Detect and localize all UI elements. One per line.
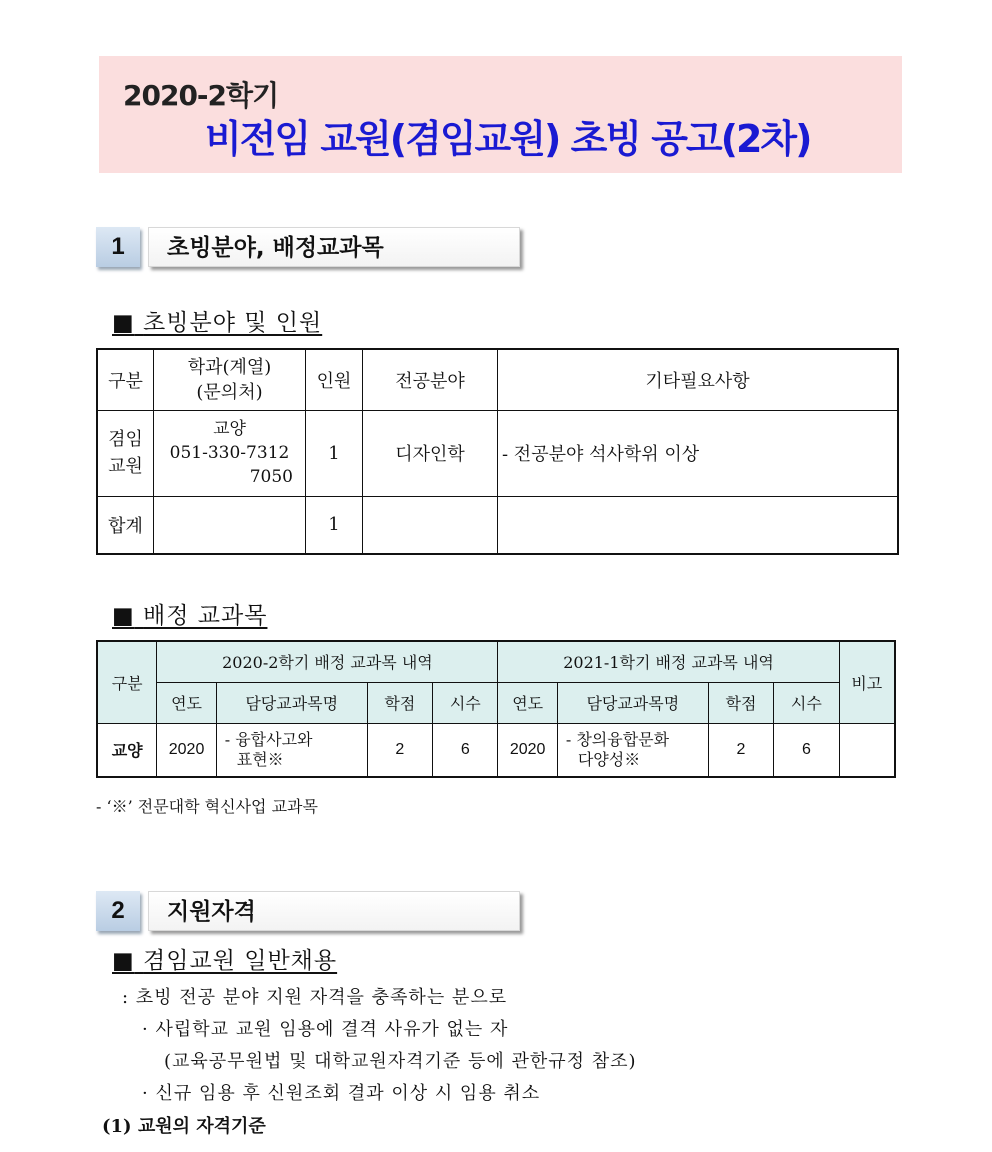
cell-total-count: 1 bbox=[306, 496, 363, 554]
header-group-2021-1: 2021-1학기 배정 교과목 내역 bbox=[498, 641, 839, 682]
header-category: 구분 bbox=[97, 349, 154, 410]
square-bullet-icon: ■ bbox=[112, 310, 135, 336]
cell-course-1 bbox=[216, 723, 367, 777]
course-1-line1: - 융합사고와 bbox=[224, 729, 313, 749]
semester-label: 2020-2학기 bbox=[123, 79, 279, 112]
department-name: 교양 bbox=[213, 419, 246, 439]
section-number: 1 bbox=[96, 227, 140, 267]
category-line2: 교원 bbox=[108, 456, 143, 477]
section-title: 초빙분야, 배정교과목 bbox=[148, 227, 520, 267]
header-field: 전공분야 bbox=[363, 349, 498, 410]
cell-empty bbox=[154, 496, 306, 554]
qualification-item-1-note: (교육공무원법 및 대학교원자격기준 등에 관한규정 참조) bbox=[164, 1051, 637, 1072]
cell-year-1: 2020 bbox=[157, 723, 216, 777]
qualification-item-2: · 신규 임용 후 신원조회 결과 이상 시 임용 취소 bbox=[142, 1083, 541, 1104]
cell-course-2 bbox=[557, 723, 708, 777]
course-2-line1: - 창의융합문화 bbox=[565, 729, 670, 749]
header-year: 연도 bbox=[498, 682, 557, 723]
cell-credits-2: 2 bbox=[708, 723, 773, 777]
cell-year-2: 2020 bbox=[498, 723, 557, 777]
square-bullet-icon: ■ bbox=[112, 948, 135, 974]
subsection-courses-heading bbox=[112, 597, 267, 630]
header-count: 인원 bbox=[306, 349, 363, 410]
header-category: 구분 bbox=[97, 641, 157, 723]
recruitment-table bbox=[96, 348, 899, 555]
header-credits: 학점 bbox=[367, 682, 432, 723]
course-1-line2: 표현※ bbox=[236, 749, 284, 769]
qualification-item-1: · 사립학교 교원 임용에 결격 사유가 없는 자 bbox=[142, 1019, 509, 1040]
subsection-title: 겸임교원 일반채용 bbox=[143, 948, 338, 974]
cell-category: 교양 bbox=[97, 723, 157, 777]
cell-field: 디자인학 bbox=[363, 410, 498, 496]
subsection-title: 배정 교과목 bbox=[143, 603, 268, 629]
header-remark: 비고 bbox=[839, 641, 895, 723]
cell-remark bbox=[839, 723, 895, 777]
section-title: 지원자격 bbox=[148, 891, 520, 931]
header-course-name: 담당교과목명 bbox=[557, 682, 708, 723]
table-total-row bbox=[97, 496, 898, 554]
course-2-line2: 다양성※ bbox=[577, 749, 641, 769]
header-year: 연도 bbox=[157, 682, 216, 723]
section-number: 2 bbox=[96, 891, 140, 931]
footnote: - ‘※’ 전문대학 혁신사업 교과목 bbox=[96, 797, 318, 816]
header-hours: 시수 bbox=[774, 682, 839, 723]
cell-empty bbox=[363, 496, 498, 554]
table-row bbox=[97, 723, 895, 777]
header-hours: 시수 bbox=[433, 682, 498, 723]
cell-empty bbox=[498, 496, 899, 554]
subsection-recruitment-heading bbox=[112, 304, 322, 337]
cell-requirements: - 전공분야 석사학위 이상 bbox=[498, 410, 899, 496]
header-department-line2: (문의처) bbox=[196, 381, 263, 403]
square-bullet-icon: ■ bbox=[112, 603, 135, 629]
cell-hours-2: 6 bbox=[774, 723, 839, 777]
table-header-row bbox=[97, 349, 898, 410]
header-department-line1: 학과(계열) bbox=[187, 356, 272, 378]
cell-credits-1: 2 bbox=[367, 723, 432, 777]
cell-count: 1 bbox=[306, 410, 363, 496]
cell-total-label: 합계 bbox=[97, 496, 154, 554]
criteria-subheading: (1) 교원의 자격기준 bbox=[102, 1116, 266, 1137]
qualification-intro: : 초빙 전공 분야 지원 자격을 충족하는 분으로 bbox=[122, 987, 508, 1008]
table-header-row bbox=[97, 641, 895, 682]
department-extension: 7050 bbox=[249, 467, 293, 487]
category-line1: 겸임 bbox=[108, 429, 143, 450]
header-course-name: 담당교과목명 bbox=[216, 682, 367, 723]
title-banner bbox=[99, 56, 902, 173]
table-subheader-row bbox=[97, 682, 895, 723]
department-phone: 051-330-7312 bbox=[169, 443, 290, 463]
courses-table bbox=[96, 640, 896, 778]
subsection-title: 초빙분야 및 인원 bbox=[143, 310, 323, 336]
header-requirements: 기타필요사항 bbox=[498, 349, 899, 410]
header-credits: 학점 bbox=[708, 682, 773, 723]
header-department bbox=[154, 349, 306, 410]
header-group-2020-2: 2020-2학기 배정 교과목 내역 bbox=[157, 641, 498, 682]
cell-category bbox=[97, 410, 154, 496]
cell-department bbox=[154, 410, 306, 496]
page-title: 비전임 교원(겸임교원) 초빙 공고(2차) bbox=[205, 117, 811, 161]
subsection-general-hiring-heading bbox=[112, 942, 337, 975]
table-row bbox=[97, 410, 898, 496]
cell-hours-1: 6 bbox=[433, 723, 498, 777]
